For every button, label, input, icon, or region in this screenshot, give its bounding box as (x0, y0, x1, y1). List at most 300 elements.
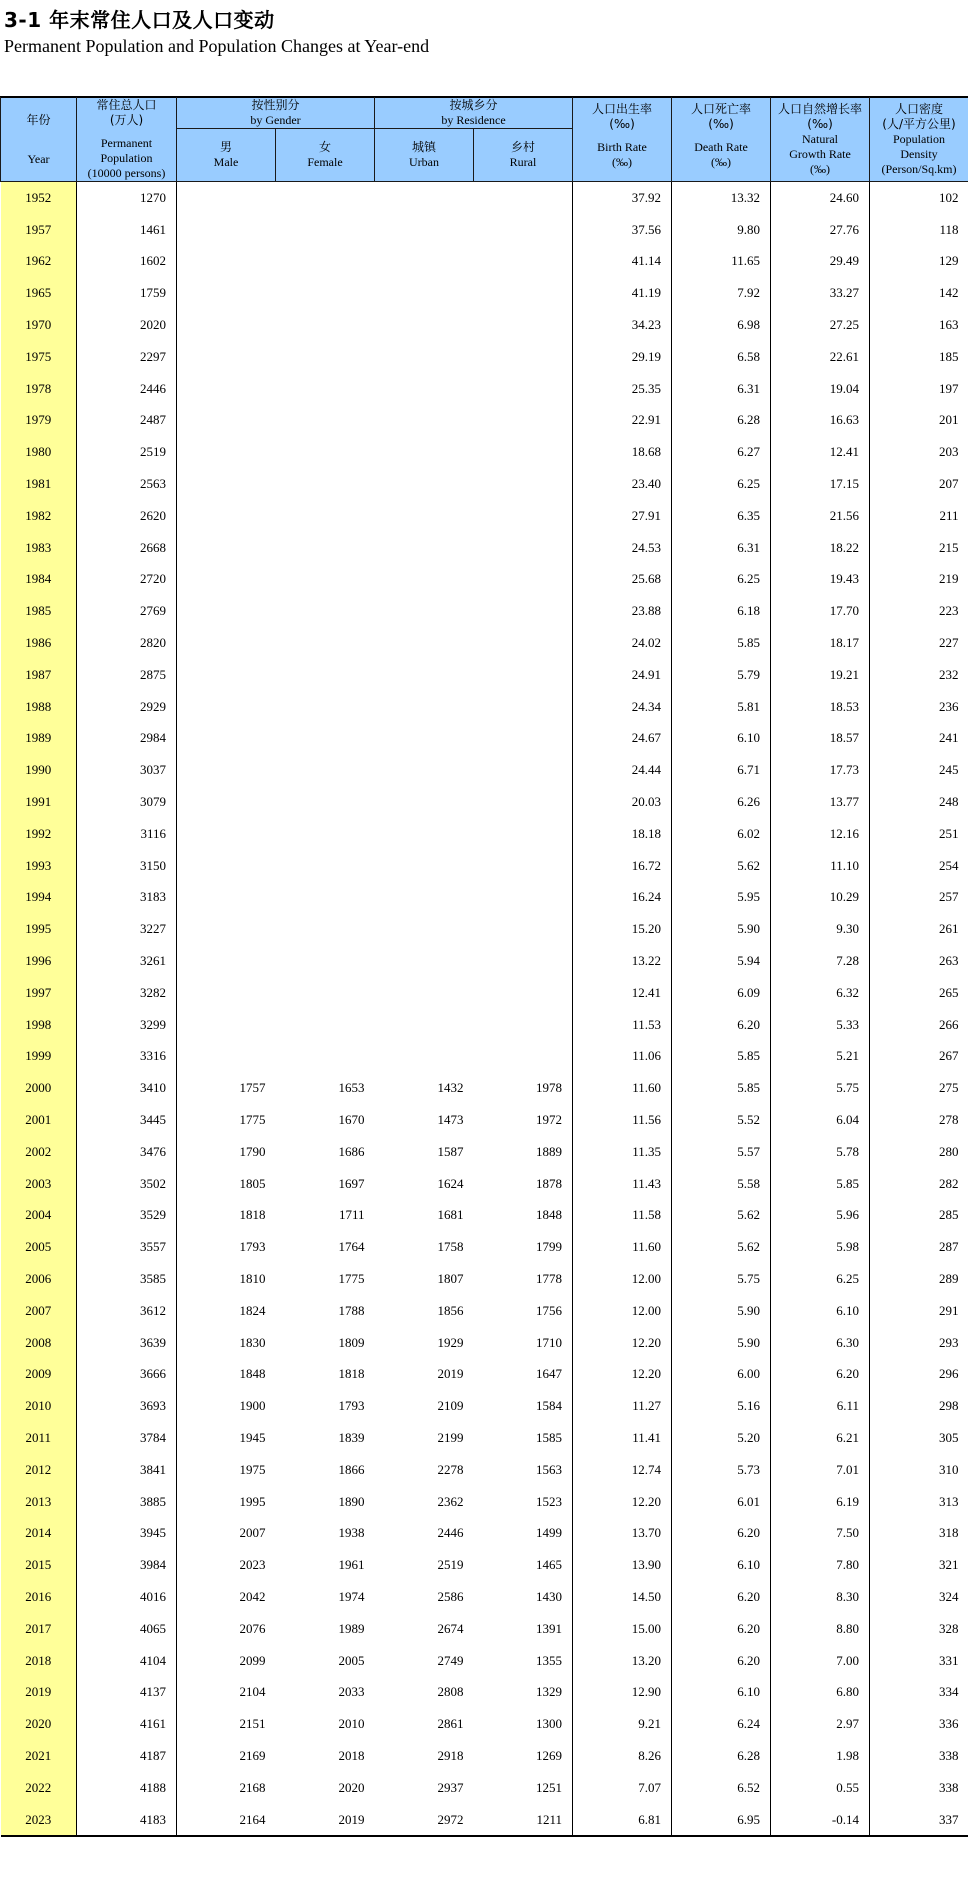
cell-female (276, 341, 375, 373)
cell-growth-rate: 7.01 (771, 1454, 870, 1486)
cell-year: 2005 (1, 1231, 77, 1263)
cell-year: 2001 (1, 1104, 77, 1136)
cell-growth-rate: 8.30 (771, 1581, 870, 1613)
header-density (870, 97, 968, 182)
cell-population: 1270 (77, 182, 177, 214)
cell-male (177, 468, 276, 500)
cell-population: 3079 (77, 786, 177, 818)
cell-birth-rate: 11.43 (573, 1168, 672, 1200)
cell-year: 2015 (1, 1549, 77, 1581)
cell-population: 3885 (77, 1486, 177, 1518)
cell-male: 2168 (177, 1772, 276, 1804)
header-residence (375, 97, 573, 129)
cell-urban: 2861 (437, 1716, 464, 1732)
cell-urban (375, 532, 474, 564)
cell-death-rate: 5.85 (672, 1072, 771, 1104)
cell-death-rate: 5.62 (672, 1200, 771, 1232)
cell-year: 1996 (1, 945, 77, 977)
cell-female (276, 913, 375, 945)
table-row (1, 1422, 968, 1454)
cell-growth-rate: 19.04 (771, 373, 870, 405)
cell-urban (375, 850, 474, 882)
cell-death-rate: 5.85 (672, 627, 771, 659)
table-row (1, 182, 968, 214)
cell-population: 4137 (77, 1676, 177, 1708)
table-row (1, 277, 968, 309)
cell-death-rate: 6.28 (672, 1740, 771, 1772)
cell-male: 2169 (177, 1740, 276, 1772)
cell-birth-rate: 13.90 (573, 1549, 672, 1581)
table-row (1, 500, 968, 532)
cell-year: 1984 (1, 564, 77, 596)
cell-death-rate: 5.90 (672, 913, 771, 945)
cell-urban (375, 659, 474, 691)
cell-growth-rate: 5.85 (771, 1168, 870, 1200)
cell-rural (474, 818, 573, 850)
header-density-en3: (Person/Sq.km) (881, 162, 957, 176)
cell-density: 293 (870, 1327, 968, 1359)
cell-density: 280 (870, 1136, 968, 1168)
cell-density: 263 (870, 945, 968, 977)
cell-death-rate: 6.28 (672, 405, 771, 437)
cell-female (276, 309, 375, 341)
cell-male: 1830 (177, 1327, 276, 1359)
cell-urban: 1929 (437, 1334, 464, 1350)
cell-rural: 1391 (536, 1620, 563, 1636)
cell-birth-rate: 11.27 (573, 1390, 672, 1422)
cell-growth-rate: 5.78 (771, 1136, 870, 1168)
header-growth-en1: Natural (802, 132, 838, 146)
cell-female: 1788 (338, 1302, 365, 1318)
cell-density: 287 (870, 1231, 968, 1263)
header-birth-en1: Birth Rate (597, 139, 647, 154)
cell-male (177, 373, 276, 405)
cell-growth-rate: 18.17 (771, 627, 870, 659)
cell-birth-rate: 12.00 (573, 1263, 672, 1295)
cell-birth-rate: 11.41 (573, 1422, 672, 1454)
cell-density: 336 (870, 1708, 968, 1740)
cell-birth-rate: 6.81 (573, 1804, 672, 1837)
cell-birth-rate: 24.67 (573, 723, 672, 755)
cell-urban (375, 405, 474, 437)
cell-birth-rate: 27.91 (573, 500, 672, 532)
cell-year: 2019 (1, 1676, 77, 1708)
cell-male: 2104 (177, 1676, 276, 1708)
header-birth-en2: (‰) (612, 154, 633, 169)
table-row (1, 341, 968, 373)
cell-population: 2929 (77, 691, 177, 723)
table-row (1, 595, 968, 627)
cell-growth-rate: 7.28 (771, 945, 870, 977)
cell-density: 219 (870, 564, 968, 596)
cell-female (276, 754, 375, 786)
cell-growth-rate: 8.80 (771, 1613, 870, 1645)
cell-rural (474, 786, 573, 818)
header-density-en1: Population (893, 132, 946, 146)
cell-growth-rate: 7.00 (771, 1645, 870, 1677)
table-row (1, 1645, 968, 1677)
cell-urban: 2362 (437, 1493, 464, 1509)
cell-urban (375, 945, 474, 977)
cell-male: 2023 (177, 1549, 276, 1581)
table-row (1, 436, 968, 468)
cell-female: 1890 (338, 1493, 365, 1509)
cell-urban (375, 246, 474, 278)
table-row (1, 1454, 968, 1486)
cell-death-rate: 5.58 (672, 1168, 771, 1200)
cell-growth-rate: 5.33 (771, 1009, 870, 1041)
header-urban-cn: 城镇 (412, 140, 437, 154)
cell-male (177, 341, 276, 373)
cell-birth-rate: 8.26 (573, 1740, 672, 1772)
table-row (1, 1676, 968, 1708)
cell-male (177, 945, 276, 977)
cell-death-rate: 6.31 (672, 532, 771, 564)
cell-density: 275 (870, 1072, 968, 1104)
cell-rural (474, 627, 573, 659)
cell-year: 1988 (1, 691, 77, 723)
cell-rural: 1889 (536, 1143, 563, 1159)
cell-year: 1997 (1, 977, 77, 1009)
cell-male (177, 564, 276, 596)
cell-birth-rate: 18.68 (573, 436, 672, 468)
table-row (1, 1581, 968, 1613)
cell-male: 1775 (177, 1104, 276, 1136)
table-row (1, 1231, 968, 1263)
cell-year: 2004 (1, 1200, 77, 1232)
cell-density: 305 (870, 1422, 968, 1454)
cell-year: 1991 (1, 786, 77, 818)
cell-population: 4183 (77, 1804, 177, 1837)
cell-death-rate: 6.25 (672, 468, 771, 500)
cell-growth-rate: 27.25 (771, 309, 870, 341)
cell-population: 3116 (77, 818, 177, 850)
cell-rural (474, 977, 573, 1009)
cell-year: 1979 (1, 405, 77, 437)
cell-year: 2002 (1, 1136, 77, 1168)
cell-female (276, 214, 375, 246)
cell-density: 313 (870, 1486, 968, 1518)
cell-year: 1983 (1, 532, 77, 564)
cell-year: 1990 (1, 754, 77, 786)
header-male (177, 129, 276, 182)
cell-death-rate: 6.00 (672, 1358, 771, 1390)
table-row (1, 246, 968, 278)
cell-female (276, 786, 375, 818)
cell-male (177, 691, 276, 723)
cell-male: 1805 (177, 1168, 276, 1200)
cell-urban (375, 754, 474, 786)
cell-urban (375, 723, 474, 755)
cell-birth-rate: 12.20 (573, 1358, 672, 1390)
cell-female: 1697 (338, 1175, 365, 1191)
cell-density: 185 (870, 341, 968, 373)
cell-density: 338 (870, 1772, 968, 1804)
cell-rural (474, 882, 573, 914)
cell-density: 257 (870, 882, 968, 914)
cell-birth-rate: 20.03 (573, 786, 672, 818)
cell-growth-rate: 19.21 (771, 659, 870, 691)
cell-rural: 1430 (536, 1588, 563, 1604)
cell-urban: 1681 (437, 1207, 464, 1223)
cell-year: 1970 (1, 309, 77, 341)
cell-population: 2020 (77, 309, 177, 341)
cell-female: 1839 (338, 1429, 365, 1445)
table-row (1, 882, 968, 914)
cell-female: 2020 (338, 1779, 365, 1795)
cell-growth-rate: 17.73 (771, 754, 870, 786)
cell-density: 232 (870, 659, 968, 691)
cell-birth-rate: 34.23 (573, 309, 672, 341)
cell-density: 282 (870, 1168, 968, 1200)
cell-male (177, 246, 276, 278)
cell-rural: 1563 (536, 1461, 563, 1477)
cell-birth-rate: 37.92 (573, 182, 672, 214)
cell-population: 3445 (77, 1104, 177, 1136)
cell-rural (474, 564, 573, 596)
cell-density: 236 (870, 691, 968, 723)
cell-male: 2099 (177, 1645, 276, 1677)
cell-death-rate: 5.62 (672, 850, 771, 882)
cell-year: 2018 (1, 1645, 77, 1677)
table-row (1, 1708, 968, 1740)
header-female-cn: 女 (319, 140, 332, 154)
cell-female (276, 977, 375, 1009)
cell-growth-rate: 6.19 (771, 1486, 870, 1518)
cell-density: 118 (870, 214, 968, 246)
cell-male (177, 818, 276, 850)
cell-death-rate: 5.16 (672, 1390, 771, 1422)
cell-female: 1818 (338, 1366, 365, 1382)
table-row (1, 659, 968, 691)
cell-population: 3476 (77, 1136, 177, 1168)
cell-growth-rate: 2.97 (771, 1708, 870, 1740)
cell-death-rate: 5.75 (672, 1263, 771, 1295)
header-gender-cn: 按性别分 (251, 98, 300, 112)
cell-year: 1986 (1, 627, 77, 659)
cell-year: 1982 (1, 500, 77, 532)
cell-death-rate: 11.65 (672, 246, 771, 278)
cell-rural (474, 659, 573, 691)
cell-male: 1818 (177, 1200, 276, 1232)
cell-male (177, 532, 276, 564)
header-death-rate (672, 97, 771, 182)
cell-male (177, 723, 276, 755)
cell-death-rate: 6.24 (672, 1708, 771, 1740)
cell-population: 4161 (77, 1708, 177, 1740)
cell-year: 2006 (1, 1263, 77, 1295)
header-gender (177, 97, 375, 129)
cell-death-rate: 6.09 (672, 977, 771, 1009)
header-gender-en: by Gender (250, 113, 301, 127)
cell-year: 1999 (1, 1041, 77, 1073)
cell-female (276, 468, 375, 500)
cell-density: 328 (870, 1613, 968, 1645)
cell-rural (474, 595, 573, 627)
cell-birth-rate: 18.18 (573, 818, 672, 850)
header-year-en: Year (27, 151, 50, 166)
cell-population: 2519 (77, 436, 177, 468)
cell-population: 3557 (77, 1231, 177, 1263)
cell-year: 2021 (1, 1740, 77, 1772)
cell-female: 1670 (338, 1112, 365, 1127)
cell-urban: 2586 (437, 1588, 464, 1604)
cell-density: 241 (870, 723, 968, 755)
cell-male (177, 786, 276, 818)
cell-male: 2164 (177, 1804, 276, 1837)
cell-male: 1995 (177, 1486, 276, 1518)
cell-population: 3227 (77, 913, 177, 945)
header-rural-en: Rural (509, 155, 537, 169)
cell-population: 3784 (77, 1422, 177, 1454)
cell-female (276, 246, 375, 278)
cell-density: 102 (870, 182, 968, 214)
cell-urban: 2199 (437, 1429, 464, 1445)
cell-birth-rate: 24.34 (573, 691, 672, 723)
table-row (1, 1327, 968, 1359)
table-row (1, 373, 968, 405)
cell-urban: 2278 (437, 1461, 464, 1477)
cell-urban: 1473 (437, 1112, 464, 1127)
cell-death-rate: 5.73 (672, 1454, 771, 1486)
cell-birth-rate: 24.44 (573, 754, 672, 786)
cell-death-rate: 6.35 (672, 500, 771, 532)
cell-rural (474, 405, 573, 437)
cell-rural (474, 945, 573, 977)
cell-density: 201 (870, 405, 968, 437)
cell-birth-rate: 12.41 (573, 977, 672, 1009)
table-row (1, 1200, 968, 1232)
cell-urban (375, 1041, 474, 1073)
cell-growth-rate: 6.30 (771, 1327, 870, 1359)
cell-rural: 1300 (536, 1716, 563, 1732)
cell-population: 3841 (77, 1454, 177, 1486)
cell-urban: 1587 (437, 1143, 464, 1159)
cell-male: 2151 (177, 1708, 276, 1740)
cell-year: 1965 (1, 277, 77, 309)
header-male-cn: 男 (219, 140, 232, 154)
cell-urban (375, 341, 474, 373)
cell-death-rate: 6.20 (672, 1581, 771, 1613)
table-row (1, 818, 968, 850)
cell-rural: 1799 (536, 1239, 563, 1255)
cell-rural: 1329 (536, 1684, 563, 1700)
header-birth-cn2: (‰) (609, 116, 635, 131)
cell-year: 1989 (1, 723, 77, 755)
cell-year: 1993 (1, 850, 77, 882)
cell-urban (375, 595, 474, 627)
cell-birth-rate: 41.14 (573, 246, 672, 278)
cell-year: 1962 (1, 246, 77, 278)
cell-death-rate: 6.98 (672, 309, 771, 341)
cell-urban (375, 818, 474, 850)
cell-rural (474, 754, 573, 786)
cell-density: 223 (870, 595, 968, 627)
cell-population: 1602 (77, 246, 177, 278)
cell-female: 1686 (338, 1143, 365, 1159)
cell-year: 2016 (1, 1581, 77, 1613)
cell-birth-rate: 12.20 (573, 1327, 672, 1359)
cell-death-rate: 9.80 (672, 214, 771, 246)
cell-rural: 1523 (536, 1493, 563, 1509)
header-residence-cn: 按城乡分 (449, 98, 498, 112)
cell-death-rate: 5.90 (672, 1295, 771, 1327)
cell-year: 2007 (1, 1295, 77, 1327)
cell-rural: 1465 (536, 1557, 563, 1573)
cell-growth-rate: 12.16 (771, 818, 870, 850)
cell-density: 215 (870, 532, 968, 564)
cell-population: 2487 (77, 405, 177, 437)
cell-year: 1957 (1, 214, 77, 246)
table-row (1, 564, 968, 596)
cell-female (276, 277, 375, 309)
header-female (276, 129, 375, 182)
header-rural-cn: 乡村 (511, 140, 536, 154)
cell-birth-rate: 29.19 (573, 341, 672, 373)
cell-death-rate: 5.85 (672, 1041, 771, 1073)
cell-growth-rate: 13.77 (771, 786, 870, 818)
cell-year: 2000 (1, 1072, 77, 1104)
cell-year: 1985 (1, 595, 77, 627)
cell-population: 3585 (77, 1263, 177, 1295)
cell-year: 1978 (1, 373, 77, 405)
cell-population: 3261 (77, 945, 177, 977)
cell-year: 2008 (1, 1327, 77, 1359)
cell-growth-rate: 18.57 (771, 723, 870, 755)
cell-growth-rate: 11.10 (771, 850, 870, 882)
table-row (1, 1295, 968, 1327)
cell-female: 2010 (338, 1716, 365, 1732)
cell-year: 1994 (1, 882, 77, 914)
cell-birth-rate: 25.68 (573, 564, 672, 596)
cell-death-rate: 6.10 (672, 723, 771, 755)
cell-birth-rate: 11.06 (573, 1041, 672, 1073)
cell-male (177, 850, 276, 882)
cell-density: 227 (870, 627, 968, 659)
table-row (1, 1740, 968, 1772)
cell-urban: 2808 (437, 1684, 464, 1700)
cell-growth-rate: 6.25 (771, 1263, 870, 1295)
cell-female (276, 405, 375, 437)
cell-rural (474, 214, 573, 246)
table-row (1, 1136, 968, 1168)
cell-urban (375, 500, 474, 532)
cell-birth-rate: 22.91 (573, 405, 672, 437)
cell-rural (474, 723, 573, 755)
cell-population: 3984 (77, 1549, 177, 1581)
cell-rural: 1499 (536, 1525, 563, 1541)
cell-death-rate: 6.95 (672, 1804, 771, 1837)
cell-female (276, 723, 375, 755)
cell-population: 3299 (77, 1009, 177, 1041)
cell-density: 318 (870, 1517, 968, 1549)
cell-female: 1961 (338, 1557, 365, 1573)
cell-urban (375, 309, 474, 341)
table-row (1, 1772, 968, 1804)
cell-death-rate: 5.81 (672, 691, 771, 723)
cell-population: 3945 (77, 1517, 177, 1549)
cell-urban (375, 436, 474, 468)
cell-female (276, 1041, 375, 1073)
cell-growth-rate: 0.55 (771, 1772, 870, 1804)
cell-rural (474, 532, 573, 564)
cell-female (276, 882, 375, 914)
cell-population: 3666 (77, 1358, 177, 1390)
cell-rural (474, 246, 573, 278)
cell-population: 2297 (77, 341, 177, 373)
cell-male: 2042 (177, 1581, 276, 1613)
header-population-en1: Permanent (100, 136, 153, 150)
